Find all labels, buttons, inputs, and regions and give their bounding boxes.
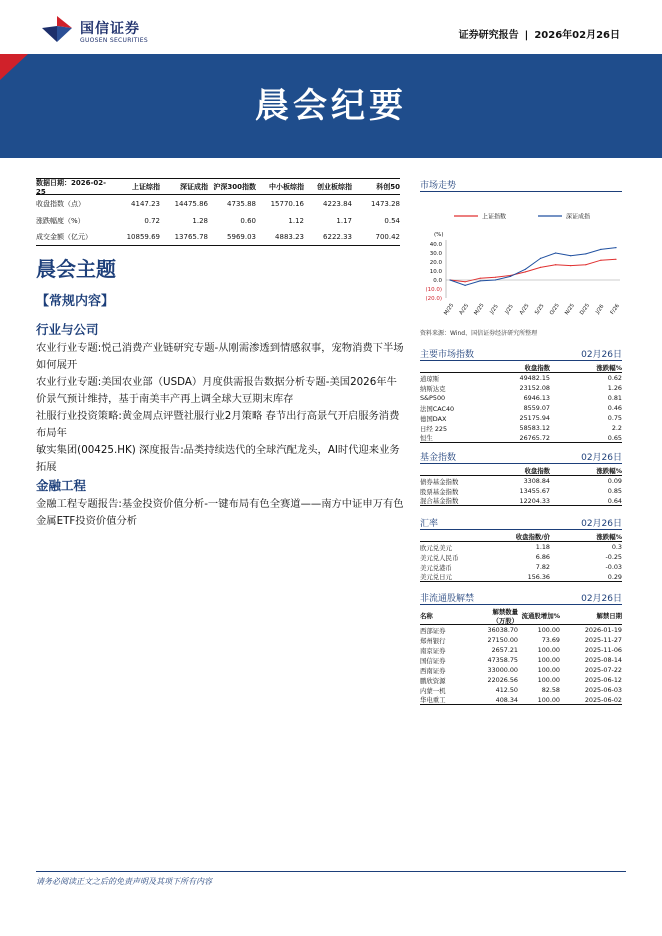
brand-name-en: GUOSEN SECURITIES [80,37,149,44]
unlock-cell: 36038.70 [487,626,518,634]
unlock-cell: 47358.75 [487,656,518,664]
summary-cell: 1473.28 [371,199,400,208]
unlock-cell: 2025-06-02 [584,695,622,704]
title-banner [0,54,662,158]
unlock-header-cell: 流通股增加% [521,612,560,620]
unlock-cell: 408.34 [495,695,518,704]
fund_indices-cell: 混合基金指数 [420,497,459,505]
fund_indices-cell: 0.85 [607,487,622,495]
fx-cell: 美元兑港币 [420,563,452,572]
major_indices-cell: 恒生 [420,434,433,442]
unlock-cell: 73.69 [541,636,560,644]
industry-item[interactable]: 社服行业投资策略:黄金周点评暨社服行业2月策略 春节出行高景气开启服务消费布局年 [36,410,400,439]
summary-cell: 4147.23 [131,199,160,208]
major_indices-header-cell: 收盘指数 [524,364,550,372]
fx-cell: 156.36 [527,572,550,581]
fx-cell: 7.82 [535,563,550,571]
fund_indices-cell: 0.09 [607,477,622,485]
market-trend-header [420,178,622,192]
x-tick-label: O/25 [548,302,561,317]
major_indices-cell: 25175.94 [519,414,550,422]
unlock-cell: 2025-11-06 [584,646,622,654]
fund-indices-header [420,450,622,464]
unlock-cell: 国信证券 [420,656,446,665]
summary-cell: 0.54 [384,216,400,225]
unlock-cell: 2025-11-27 [584,636,622,644]
unlock-row [420,665,622,675]
major_indices-cell: 58583.12 [519,424,550,432]
unlock-row [420,625,622,635]
major_indices-cell: 6946.13 [523,394,550,402]
series-point [570,265,571,266]
fx-cell: 欧元兑美元 [420,543,452,552]
unlock-header-cell: 解禁数量（万股） [492,607,518,625]
major_indices-cell: 0.62 [607,374,622,382]
industry-item[interactable]: 农业行业专题:美国农业部（USDA）月度供需报告数据分析专题-美国2026年牛价景气预计维持，基于南美丰产再上调全球大豆期末库存 [36,376,397,405]
summary-cell: 0.72 [144,216,160,225]
fund_indices-cell: 3308.84 [523,477,550,485]
fx-header [420,516,622,530]
section-title-quant: 金融工程 [36,478,87,493]
unlock-row [420,685,622,695]
fx-cell: 0.29 [607,572,622,581]
main-heading: 晨会主题 [36,257,116,281]
summary-header-cell: 数据日期：2026-02-25 [36,178,107,196]
series-point [525,271,526,272]
summary-cell: 成交金额（亿元） [36,233,92,241]
unlock-cell: 100.00 [537,666,560,674]
market-trend-title: 市场走势 [420,181,457,191]
summary-row [36,195,400,212]
unlock-cell: 100.00 [537,695,560,704]
major_indices-cell: 德国DAX [420,414,447,423]
major_indices-cell: 2.2 [611,424,622,432]
series-line-shanghai [450,259,616,282]
unlock-cell: 南京证券 [420,646,446,655]
series-point [555,252,556,253]
major_indices-cell: S&P500 [420,394,446,402]
unlock-title: 非流通股解禁 [420,594,475,604]
unlock-header [420,591,622,605]
major_indices-cell: 纳斯达克 [420,384,446,393]
brand-name-cn: 国信证券 [80,21,140,37]
summary-cell: 15770.16 [270,199,304,208]
summary-cell: 1.28 [192,216,208,225]
unlock-cell: 鹏欣资源 [420,676,446,685]
unlock-cell: 100.00 [537,626,560,634]
major_indices-row [420,393,622,403]
major_indices-cell: 1.26 [607,384,622,392]
report-type: 证券研究报告 [458,30,519,41]
series-point [525,269,526,270]
unlock-table [420,607,622,705]
series-point [540,258,541,259]
summary-header-cell: 上证综指 [132,182,160,191]
market-summary-table [36,178,400,246]
unlock-cell: 2657.21 [491,646,518,654]
unlock-cell: 2025-06-12 [584,676,622,684]
unlock-row [420,635,622,645]
series-point [480,278,481,279]
fund_indices-cell: 0.64 [607,496,622,505]
series-point [465,285,466,286]
major-indices-header [420,347,622,361]
meta-separator: | [524,30,529,41]
series-point [600,260,601,261]
fx-header-row [420,532,622,542]
x-tick-label: M/25 [473,302,486,317]
major_indices-cell: 0.75 [607,414,622,422]
summary-cell: 收盘指数（点） [36,199,85,208]
fund_indices-row [420,486,622,496]
fx-table [420,532,622,582]
fx-title: 汇率 [420,519,439,529]
y-tick-label: 10.0 [429,269,442,275]
x-tick-label: F/26 [609,303,621,316]
series-point [495,277,496,278]
y-tick-label: 20.0 [429,260,442,266]
fx-cell: 美元兑人民币 [420,553,459,562]
x-tick-label: D/25 [579,302,591,317]
industry-item[interactable]: 敏实集团(00425.HK) 深度报告:品类持续迭代的全球汽配龙头，AI时代迎来业务拓展 [36,444,400,473]
unlock-header-row [420,607,622,625]
major_indices-header-cell: 涨跌幅% [596,364,622,372]
unlock-cell: 内蒙一机 [420,686,446,695]
unlock-cell: 27150.00 [487,636,518,644]
major_indices-cell: 49482.15 [519,374,550,382]
unlock-row [420,645,622,655]
series-point [510,276,511,277]
series-point [555,264,556,265]
legend-label: 深证成指 [566,213,591,221]
unlock-cell: 100.00 [537,646,560,654]
unlock-cell: 100.00 [537,676,560,684]
summary-header-cell: 深证成指 [180,182,208,191]
fund_indices-cell: 12204.33 [519,496,550,505]
unlock-cell: 西部证券 [420,626,446,635]
fund_indices-cell: 股票基金指数 [420,487,459,496]
fx-row [420,572,622,582]
fx-header-cell: 涨跌幅% [596,533,622,541]
summary-cell: 5969.03 [227,233,256,241]
unlock-cell: 2026-01-19 [584,626,622,634]
summary-header-cell: 中小板综指 [269,182,304,191]
y-tick-label: 30.0 [429,251,442,257]
fund_indices-header-row [420,466,622,476]
fx-cell: 美元兑日元 [420,573,452,581]
x-tick-label: J/25 [504,303,515,316]
fund_indices-row [420,476,622,486]
major-indices-title: 主要市场指数 [420,350,475,360]
major-indices-table [420,363,622,443]
major_indices-row [420,423,622,433]
unlock-row [420,655,622,665]
unlock-cell: 2025-07-22 [584,666,622,674]
fund_indices-header-cell: 涨跌幅% [596,467,622,475]
major_indices-cell: 26765.72 [519,433,550,442]
major_indices-row [420,413,622,423]
fund-indices-table [420,466,622,506]
series-point [449,279,450,280]
report-meta [459,26,620,41]
unlock-cell: 2025-08-14 [584,656,622,664]
major_indices-row [420,403,622,413]
y-tick-label: 40.0 [429,242,442,248]
x-tick-label: M/25 [443,302,456,317]
fund-indices-date: 02月26日 [581,453,622,463]
report-date: 2026年02月26日 [534,30,620,41]
major_indices-cell: 日经 225 [420,424,448,433]
unlock-cell: 2025-06-03 [584,686,622,694]
unlock-cell: 华电重工 [420,696,446,704]
summary-cell: 4223.84 [323,199,352,208]
major_indices-cell: 0.81 [607,394,622,402]
quant-item[interactable]: 金融工程专题报告:基金投资价值分析-一键布局有色全赛道——南方中证申万有色金属ETF投资价值分析 [36,498,404,527]
series-point [540,267,541,268]
series-point [615,247,616,248]
x-tick-label: J/26 [594,303,606,316]
series-point [570,255,571,256]
footer-disclaimer[interactable]: 请务必阅读正文之后的免责声明及其项下所有内容 [36,877,212,886]
summary-cell: 700.42 [375,233,400,241]
unlock-cell: 郑州银行 [420,636,446,645]
summary-cell: 6222.33 [323,233,352,241]
fx-cell: 0.3 [611,543,622,551]
major_indices-header-row [420,363,622,373]
series-point [585,264,586,265]
industry-item[interactable]: 农业行业专题:悦己消费产业链研究专题-从刚需渗透到情感叙事，宠物消费下半场如何展开 [36,342,404,371]
summary-cell: 14475.86 [174,199,208,208]
x-tick-label: S/25 [533,302,546,316]
series-point [495,279,496,280]
unlock-cell: 西南证券 [420,666,446,675]
unlock-cell: 33000.00 [487,666,518,674]
fund_indices-header-cell: 收盘指数 [524,467,550,475]
series-point [480,280,481,281]
y-tick-label: (10.0) [425,287,442,293]
summary-cell: 13765.78 [174,233,208,241]
fund_indices-row [420,496,622,506]
fx-row [420,562,622,572]
summary-header-cell: 创业板综指 [317,182,352,191]
fx-row [420,542,622,552]
trend-chart-svg [420,198,622,324]
fx-row [420,552,622,562]
unlock-cell: 22026.56 [487,676,518,684]
x-tick-label: N/25 [563,302,576,317]
x-tick-label: A/25 [458,302,471,317]
major_indices-cell: 8559.07 [523,404,550,412]
y-tick-label: (20.0) [425,296,442,302]
fx-date: 02月26日 [581,519,622,529]
major_indices-row [420,383,622,393]
series-point [585,253,586,254]
unlock-date: 02月26日 [581,594,622,604]
x-tick-label: A/25 [518,302,531,317]
y-axis-label: (%) [434,232,444,238]
unlock-cell: 82.58 [541,686,560,694]
unlock-header-cell: 名称 [420,612,433,620]
major_indices-cell: 0.46 [607,404,622,412]
fund-indices-title: 基金指数 [420,453,457,463]
summary-cell: 4883.23 [275,233,304,241]
unlock-header-cell: 解禁日期 [596,612,622,620]
chart-source: 资料来源：Wind、国信证券经济研究所整理 [420,330,538,337]
major_indices-row [420,373,622,383]
summary-cell: 1.12 [288,216,304,225]
unlock-cell: 100.00 [537,656,560,664]
summary-header-cell: 科创50 [376,182,400,191]
brand-logo [40,14,160,50]
fund_indices-cell: 债券基金指数 [420,477,459,486]
footer-divider [36,871,626,872]
unlock-row [420,675,622,685]
brand-mark-icon [40,14,74,44]
summary-row [36,229,400,246]
summary-header-cell: 沪深300指数 [213,182,256,191]
summary-cell: 1.17 [336,216,352,225]
fx-cell: -0.25 [605,553,622,561]
summary-cell: 涨跌幅度（%） [36,216,85,225]
legend-label: 上证指数 [482,213,507,221]
major-indices-date: 02月26日 [581,350,622,360]
summary-cell: 4735.88 [227,199,256,208]
series-point [465,281,466,282]
banner-title: 晨会纪要 [255,86,407,126]
summary-cell: 0.60 [240,216,256,225]
fx-header-cell: 收盘指数/价 [515,533,550,541]
unlock-row [420,695,622,705]
regular-content-heading: 【常规内容】 [36,294,115,309]
fx-cell: -0.03 [605,563,622,571]
major_indices-cell: 道琼斯 [420,374,440,383]
summary-header-row [36,178,400,195]
summary-row [36,212,400,229]
y-tick-label: 0.0 [433,278,442,284]
series-point [600,249,601,250]
x-tick-label: J/25 [489,303,500,316]
major_indices-cell: 法国CAC40 [420,404,455,413]
section-title-industry: 行业与公司 [36,322,99,337]
major_indices-cell: 0.65 [607,433,622,442]
unlock-cell: 412.50 [495,686,518,694]
major_indices-row [420,433,622,443]
summary-cell: 10859.69 [126,233,160,241]
market-trend-chart [420,198,622,324]
major_indices-cell: 23152.08 [519,384,550,392]
series-point [615,259,616,260]
fx-cell: 1.18 [535,543,550,551]
fx-cell: 6.86 [535,553,550,561]
fund_indices-cell: 13455.67 [519,487,550,495]
